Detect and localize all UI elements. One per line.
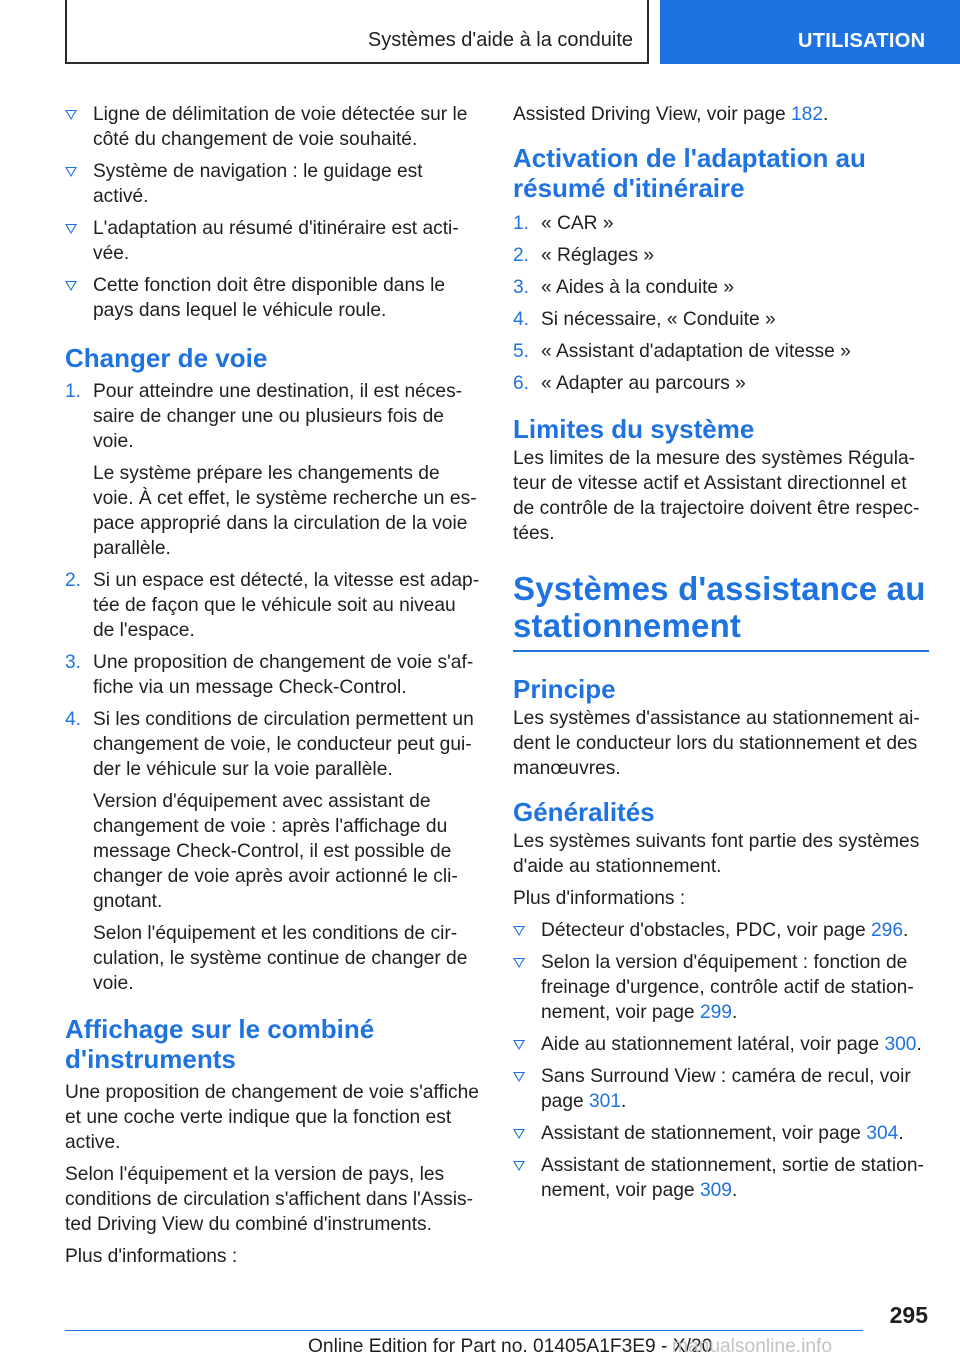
right-column — [513, 102, 929, 1210]
heading-rule — [513, 650, 929, 652]
list-item: L'adaptation au résumé d'itinéraire est activée. — [65, 216, 481, 266]
list-item: 3. « Aides à la conduite » — [513, 277, 735, 298]
paragraph: Selon l'équipement et la version de pays, les conditions de circulation s'affichent dans l'Assisted Driving View du combiné d'instruments. — [65, 1164, 473, 1235]
footer-rule — [65, 1330, 863, 1331]
footer-edition: Online Edition for Part no. 01405A1F3E9 - X/20 — [308, 1336, 713, 1357]
list-item: Détecteur d'obstacles, PDC, voir page 296. — [513, 918, 929, 943]
list-item: Ligne de délimitation de voie détectée sur le côté du changement de voie souhaité. — [65, 102, 481, 152]
paragraph: Les limites de la mesure des systèmes Régulateur de vitesse actif et Assistant directionnel et de contrôle de la trajectoire doivent être respectées. — [513, 448, 920, 544]
list-item: Selon la version d'équipement : fonction de freinage d'urgence, contrôle actif de stationnement, voir page 299. — [513, 950, 929, 1025]
lane-change-steps — [65, 379, 481, 996]
bullet-triangle-icon — [65, 281, 77, 291]
bullet-triangle-icon — [513, 1129, 525, 1139]
paragraph: Plus d'informations : — [65, 1246, 238, 1267]
heading-limites: Limites du système — [513, 414, 755, 444]
list-item: Assistant de stationnement, voir page 304. — [513, 1121, 929, 1146]
list-item: 2. Si un espace est détecté, la vitesse est adaptée de façon que le véhicule soit au niveau de l'espace. — [65, 570, 480, 641]
page-link[interactable]: 296 — [871, 920, 904, 941]
page-link[interactable]: 182 — [791, 104, 824, 125]
paragraph: Les systèmes suivants font partie des systèmes d'aide au stationnement. — [513, 831, 920, 877]
bullet-triangle-icon — [65, 224, 77, 234]
list-item: Aide au stationnement latéral, voir page 300. — [513, 1032, 929, 1057]
heading-activation: Activation de l'adaptation au résumé d'itinéraire — [513, 143, 866, 203]
list-item: 4. Si nécessaire, « Conduite » — [513, 309, 776, 330]
bullet-triangle-icon — [513, 926, 525, 936]
header-frame — [65, 0, 649, 64]
left-column — [65, 102, 481, 1276]
chapter-tab-label: UTILISATION — [798, 30, 926, 52]
heading-changer-de-voie: Changer de voie — [65, 343, 268, 373]
bullet-triangle-icon — [513, 1040, 525, 1050]
footer-watermark: manualsonline.info — [672, 1336, 833, 1357]
paragraph: Plus d'informations : — [513, 888, 686, 909]
list-item: Cette fonction doit être disponible dans le pays dans lequel le véhicule roule. — [65, 273, 481, 323]
bullet-triangle-icon — [65, 110, 77, 120]
list-item: Sans Surround View : caméra de recul, voir page 301. — [513, 1064, 929, 1114]
list-item: Système de navigation : le guidage est activé. — [65, 159, 481, 209]
list-item: 2. « Réglages » — [513, 245, 655, 266]
list-item: 5. « Assistant d'adaptation de vitesse » — [513, 341, 851, 362]
list-item: 1. Pour atteindre une destination, il est nécessaire de changer une ou plusieurs fois de voie. Le système prépare les changements de voie. À cet effet, le système recherche un espace approprié dans la circulation de la voie parallèle. — [65, 381, 477, 559]
section-title: Systèmes d'aide à la conduite — [367, 29, 633, 51]
heading-affichage: Affichage sur le combiné d'instruments — [65, 1014, 375, 1074]
heading-generalites: Généralités — [513, 797, 655, 827]
activation-steps — [513, 211, 929, 396]
bullet-triangle-icon — [513, 1072, 525, 1082]
chapter-tab — [660, 0, 960, 64]
list-item: Assistant de stationnement, sortie de stationnement, voir page 309. — [513, 1153, 929, 1203]
paragraph: Assisted Driving View, voir page 182. — [513, 104, 829, 125]
conditions-list — [65, 102, 481, 323]
list-item: 1. « CAR » — [513, 213, 614, 234]
bullet-triangle-icon — [65, 167, 77, 177]
paragraph: Une proposition de changement de voie s'affiche et une coche verte indique que la fonction est active. — [65, 1082, 479, 1153]
list-item: 3. Une proposition de changement de voie s'affiche via un message Check-Control. — [65, 652, 474, 698]
parking-systems-list — [513, 918, 929, 1203]
list-item: 4. Si les conditions de circulation permettent un changement de voie, le conducteur peut guider le véhicule sur la voie parallèle. Version d'équipement avec assistant de changement de voie : après l'affichage du message Check-Control, il est possible de changer de voie après avoir actionné le clignotant. Selon l'équipement et les conditions de circulation, le système continue de changer de voie. — [65, 709, 474, 994]
page-link[interactable]: 304 — [866, 1123, 899, 1144]
bullet-triangle-icon — [513, 1161, 525, 1171]
heading-parking-systems: Systèmes d'assistance au stationnement — [513, 570, 926, 644]
page-number: 295 — [889, 1302, 928, 1328]
page-link[interactable]: 299 — [699, 1002, 732, 1023]
page-link[interactable]: 301 — [589, 1091, 622, 1112]
page-link[interactable]: 300 — [884, 1034, 917, 1055]
page-link[interactable]: 309 — [699, 1180, 732, 1201]
list-item: 6. « Adapter au parcours » — [513, 373, 746, 394]
heading-principe: Principe — [513, 674, 616, 704]
paragraph: Les systèmes d'assistance au stationnement aident le conducteur lors du stationnement et des manœuvres. — [513, 708, 920, 779]
bullet-triangle-icon — [513, 958, 525, 968]
